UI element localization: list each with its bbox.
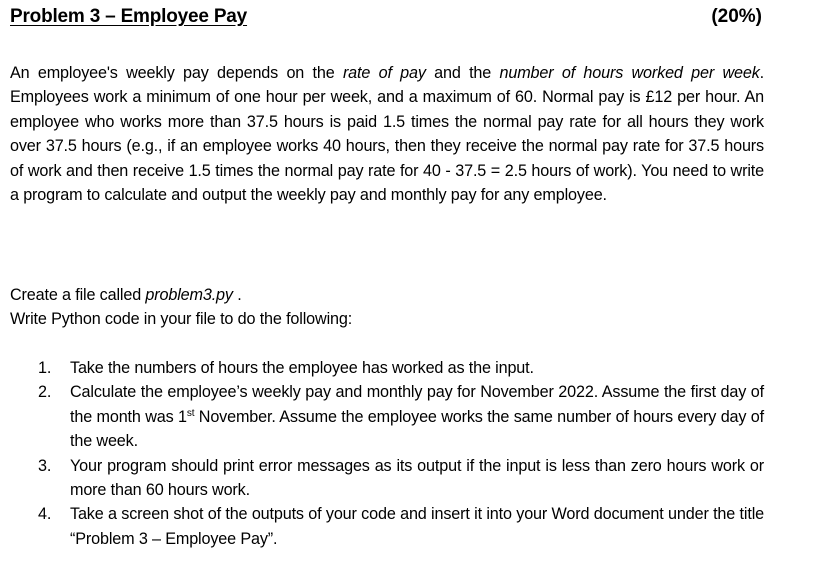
create-file-text: Create a file called [10,286,146,304]
task-list [10,356,764,551]
task-number: 1. [38,359,52,377]
problem-weight: (20%) [711,6,762,27]
task-text: Take the numbers of hours the employee has worked as the input. [70,359,534,377]
intro-emphasis-rate: rate of pay [342,64,426,82]
problem-header [10,6,762,40]
task-text: Take a screen shot of the outputs of your code and insert it into your Word document under the title “Problem 3 – Employee Pay”. [70,505,764,548]
intro-text-3: . Employees work a minimum of one hour per week, and a maximum of 60. Normal pay is £12 per hour. An employee who works more than 37.5 hours is paid 1.5 times the normal pay rate for all hours they work over 37.5 hours (e.g., if an employee works 40 hours, then they receive the normal pay rate for 37.5 hours of work and then receive 1.5 times the normal pay rate for 40 - 37.5 = 2.5 hours of work). You need to write a program to calculate and output the weekly pay and monthly pay for any employee. [10,64,764,205]
task-item [10,454,764,503]
write-code-line: Write Python code in your file to do the following: [10,310,353,329]
intro-text-1: An employee's weekly pay depends on the [10,64,343,82]
intro-emphasis-hours: number of hours worked per week [499,64,760,82]
task-item [10,356,764,380]
file-name: problem3.py [145,286,233,304]
task-item [10,502,764,551]
problem-title: Problem 3 – Employee Pay [10,6,248,27]
task-item [10,380,764,453]
task-number: 2. [38,383,52,402]
task-text: Calculate the employee’s weekly pay and monthly pay for November 2022. Assume the first day of the month was 1 [70,383,764,426]
task-text-continued: November. Assume the employee works the same number of hours every day of the week. [70,407,764,451]
task-number: 4. [38,505,52,524]
ordinal-suffix: st [186,407,195,419]
intro-text-2: and the [425,64,500,82]
problem-description [10,61,764,207]
create-file-line [10,283,764,307]
task-number: 3. [38,456,52,475]
create-file-end: . [232,286,242,304]
instructions-block [10,283,764,332]
task-text: Your program should print error messages as its output if the input is less than zero hours work or more than 60 hours work. [70,456,764,500]
